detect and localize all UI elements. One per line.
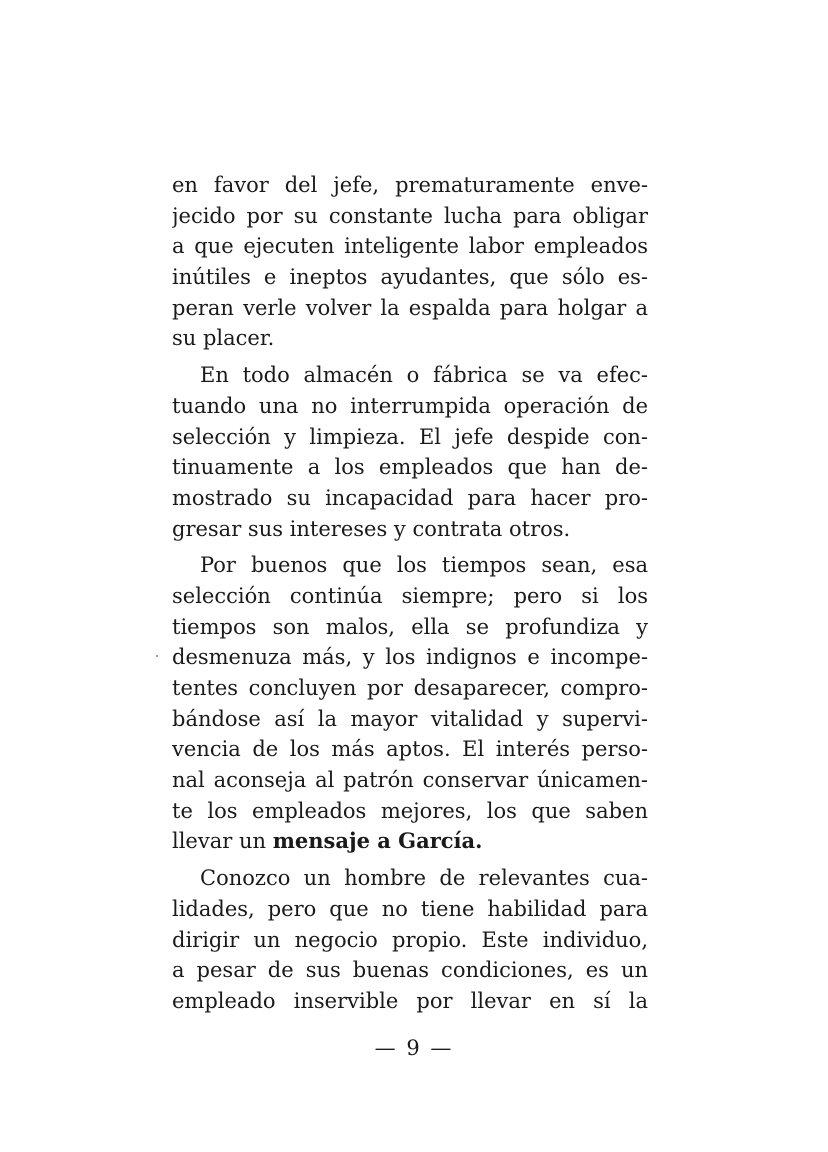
text-line: tinuamente a los empleados que han de- xyxy=(172,455,648,480)
text-line: Por buenos que los tiempos sean, esa xyxy=(200,553,648,578)
text-line: desmenuza más, y los indignos e incompe- xyxy=(172,645,648,670)
book-title-bold: mensaje a García. xyxy=(272,828,483,854)
text-line: bándose así la mayor vitalidad y supervi- xyxy=(172,706,648,731)
text-line: vencia de los más aptos. El interés perso- xyxy=(172,737,648,762)
page-number: — 9 — xyxy=(374,1036,454,1060)
margin-speck xyxy=(156,655,158,657)
text-line: en favor del jefe, prematuramente enve- xyxy=(172,173,648,197)
text-line: su placer. xyxy=(172,326,275,351)
text-line: selección y limpieza. El jefe despide con- xyxy=(172,424,648,449)
text-line: peran verle volver la espalda para holgar a xyxy=(172,295,648,320)
text-line: Conozco un hombre de relevantes cua- xyxy=(200,866,648,891)
text-line: En todo almacén o fábrica se va efec- xyxy=(200,363,648,388)
text-line: lidades, pero que no tiene habilidad para xyxy=(172,896,648,921)
text-line: dirigir un negocio propio. Este individuo, xyxy=(172,927,648,952)
text-line: empleado inservible por llevar en sí la xyxy=(172,988,648,1013)
text-line: inútiles e ineptos ayudantes, que sólo es- xyxy=(172,265,648,290)
text-line: tiempos son malos, ella se profundiza y xyxy=(172,614,648,639)
text-line: tuando una no interrumpida operación de xyxy=(172,393,648,418)
text-line: gresar sus intereses y contrata otros. xyxy=(172,516,571,541)
text-line: jecido por su constante lucha para obligar xyxy=(172,203,648,228)
body-text xyxy=(172,170,648,1017)
text-line-prefix: llevar un xyxy=(172,829,273,854)
text-line: a pesar de sus buenas condiciones, es un xyxy=(172,958,648,983)
text-line: te los empleados mejores, los que saben xyxy=(172,798,648,823)
text-line: a que ejecuten inteligente labor empleados xyxy=(172,234,648,259)
text-line: tentes concluyen por desaparecer, compro- xyxy=(172,676,648,700)
text-line: selección continúa siempre; pero si los xyxy=(172,583,648,608)
text-line: nal aconseja al patrón conservar únicamen- xyxy=(172,768,648,793)
text-line xyxy=(172,826,648,857)
text-line: mostrado su incapacidad para hacer pro- xyxy=(172,485,648,510)
